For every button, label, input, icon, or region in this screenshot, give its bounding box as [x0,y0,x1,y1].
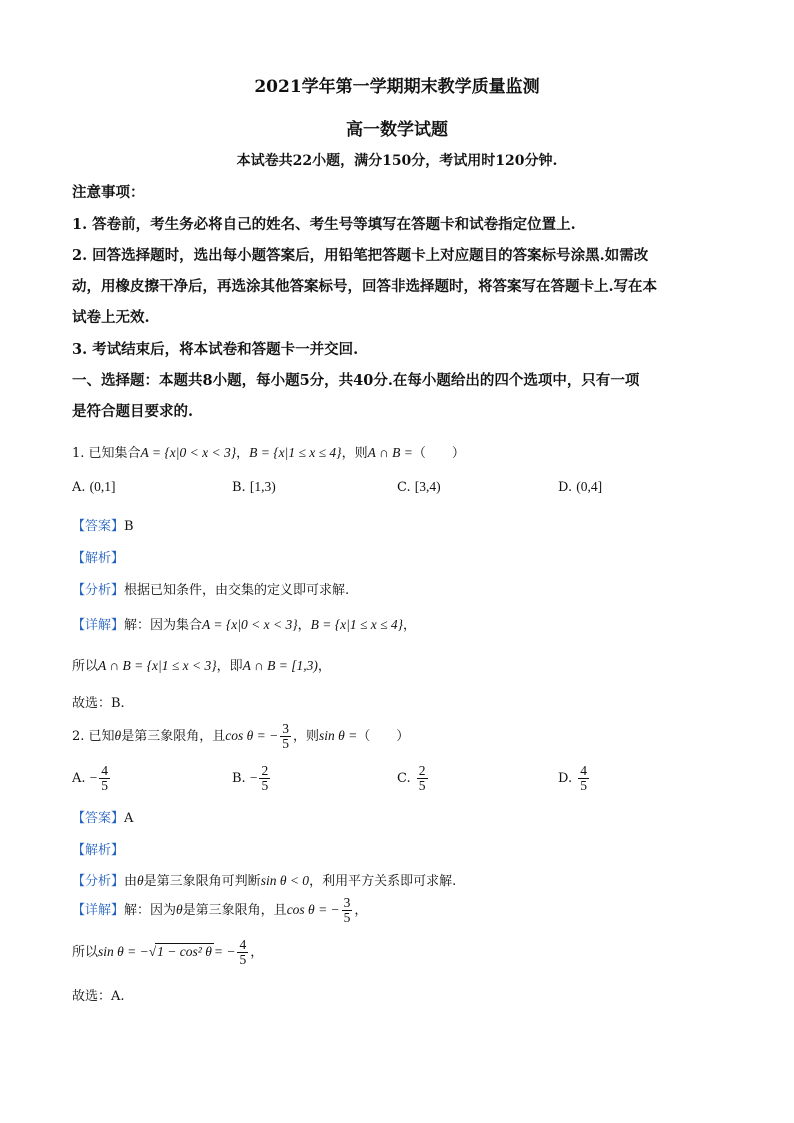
detail-tag: 【详解】 [72,618,125,633]
option-value: (0,1] [89,479,116,494]
fraction-denominator: 5 [282,736,289,752]
separator: ， [403,618,417,633]
section-heading-line1: 一、选择题：本题共8小题，每小题5分，共40分.在每小题给出的四个选项中，只有一项 [72,372,640,389]
exam-note: 本试卷共22小题，满分150分，考试用时120分钟. [236,153,558,169]
q1-analysis-tag: 【解析】 [72,551,125,566]
option-label: A. [72,480,86,495]
fraction-denominator: 5 [101,778,109,794]
equals-minus: = − [213,944,236,960]
fraction-denominator: 5 [580,778,587,794]
instruction-item-2-line1: 2. 回答选择题时，选出每小题答案后，用铅笔把答题卡上对应题目的答案标号涂黑.如需改 [72,247,649,264]
q2-fenxi [72,870,456,889]
option-label: C. [397,771,411,787]
option-label: B. [232,480,246,495]
fenxi-tag: 【分析】 [72,874,125,889]
answer-value: A [124,811,134,826]
q2-option-b [232,764,272,793]
question-2-stem [72,722,409,751]
separator: ， [354,903,368,919]
question-2-lead: 2. 已知 [72,729,115,745]
q1-option-b [232,479,276,495]
option-label: D. [558,480,573,495]
detail-text: 解：因为集合 [124,618,203,633]
page-subtitle: 高一数学试题 [346,120,448,140]
fraction [99,764,110,793]
q1-fenxi [72,579,349,598]
question-1-mid: ，则 [341,446,368,461]
section-heading-line2: 是符合题目要求的. [72,403,194,420]
option-label: C. [397,480,411,495]
fraction-denominator: 5 [261,778,269,794]
sqrt-sign-icon: √ [148,944,157,960]
cos-expr: cos θ = − [286,902,340,918]
option-label: B. [232,771,246,787]
option-value: (0,4] [576,479,603,494]
answer-blank: （ ） [412,446,465,461]
q2-analysis-tag: 【解析】 [72,843,125,858]
fenxi-tag: 【分析】 [72,583,125,598]
fraction-denominator: 5 [343,910,351,926]
q2-detail-line1 [72,896,367,925]
sin-expr: sin θ = − [98,944,149,960]
q2-detail-line2 [72,938,263,967]
fenxi-text: 根据已知条件，由交集的定义即可求解. [124,583,350,598]
sin-expr: sin θ = [318,728,358,744]
answer-value: B [124,519,134,534]
set-b-expr: B = {x|1 ≤ x ≤ 4} [249,445,342,460]
option-label: A. [72,771,86,787]
question-1-stem [72,442,465,461]
question-2-mid: ，则 [292,729,319,745]
separator: ， [250,945,264,961]
detail-text: 是第三象限角，且 [182,903,287,919]
option-value: [1,3) [249,479,276,494]
instruction-item-1: 1. 答卷前，考生务必将自己的姓名、考生号等填写在答题卡和试卷指定位置上. [72,216,576,233]
detail-text: ，即 [216,659,243,674]
separator: ， [317,659,331,674]
q2-option-d [558,764,591,793]
fraction-numerator: 3 [282,721,289,736]
question-1-lead: 1. 已知集合 [72,446,141,461]
q1-conclusion: 故选：B. [72,696,125,711]
fraction [342,896,353,925]
instruction-item-2-line2: 动，用橡皮擦干净后，再选涂其他答案标号，回答非选择题时，将答案写在答题卡上.写在本 [72,278,658,295]
fenxi-text: 由 [124,874,138,889]
q1-detail-line1 [72,614,416,633]
intersection-expr: A ∩ B = [367,445,413,460]
page-title: 2021学年第一学期期末教学质量监测 [254,77,540,97]
fraction-numerator: 2 [418,763,426,778]
q1-detail-line2 [72,655,331,674]
detail-tag: 【详解】 [72,903,125,919]
detail-text: 解：因为 [124,903,177,919]
fraction-numerator: 2 [261,763,269,778]
q2-option-c [397,764,430,793]
fraction-numerator: 4 [101,763,109,778]
intersection-expr: A ∩ B = {x|1 ≤ x < 3} [98,658,217,673]
theta-symbol: θ [114,728,122,744]
fraction [237,938,248,967]
q1-answer [72,515,134,534]
answer-tag: 【答案】 [72,811,125,826]
fraction-numerator: 4 [580,763,587,778]
answer-blank: （ ） [357,729,410,745]
set-b-expr: B = {x|1 ≤ x ≤ 4} [310,617,404,632]
option-sign: − [249,770,258,786]
fraction-denominator: 5 [418,778,426,794]
fraction-numerator: 4 [239,937,247,952]
theta-symbol: θ [176,902,183,918]
q2-option-a [72,764,112,793]
fraction-denominator: 5 [239,952,247,968]
option-sign: − [89,770,98,786]
set-a-expr: A = {x|0 < x < 3} [140,445,237,460]
instruction-item-3: 3. 考试结束后，将本试卷和答题卡一并交回. [72,341,359,358]
option-label: D. [558,771,573,787]
q2-conclusion: 故选：A. [72,989,125,1004]
detail-text: 所以 [72,659,99,674]
fraction [417,764,428,793]
fraction [578,764,589,793]
fenxi-text: 是第三象限角可判断 [143,874,261,889]
instruction-item-2-line3: 试卷上无效. [72,309,150,326]
option-value: [3,4) [414,479,441,494]
fraction-numerator: 3 [343,895,351,910]
fraction [280,722,291,751]
q1-option-d [558,479,602,495]
result-expr: A ∩ B = [1,3) [242,658,318,673]
q2-answer [72,807,133,826]
answer-tag: 【答案】 [72,519,125,534]
fenxi-text: ，利用平方关系即可求解. [309,874,457,889]
separator: ， [236,446,250,461]
detail-text: 所以 [72,945,99,961]
instructions-heading: 注意事项： [72,184,145,201]
cos-expr: cos θ = − [225,728,279,744]
sin-inequality: sin θ < 0 [260,873,310,888]
separator: ， [297,618,311,633]
q1-option-c [397,479,441,495]
set-a-expr: A = {x|0 < x < 3} [202,617,298,632]
fraction [259,764,270,793]
sqrt-radicand: 1 − cos² θ [157,944,212,960]
question-2-mid: 是第三象限角，且 [121,729,226,745]
theta-symbol: θ [137,873,144,888]
q1-option-a [72,479,116,495]
